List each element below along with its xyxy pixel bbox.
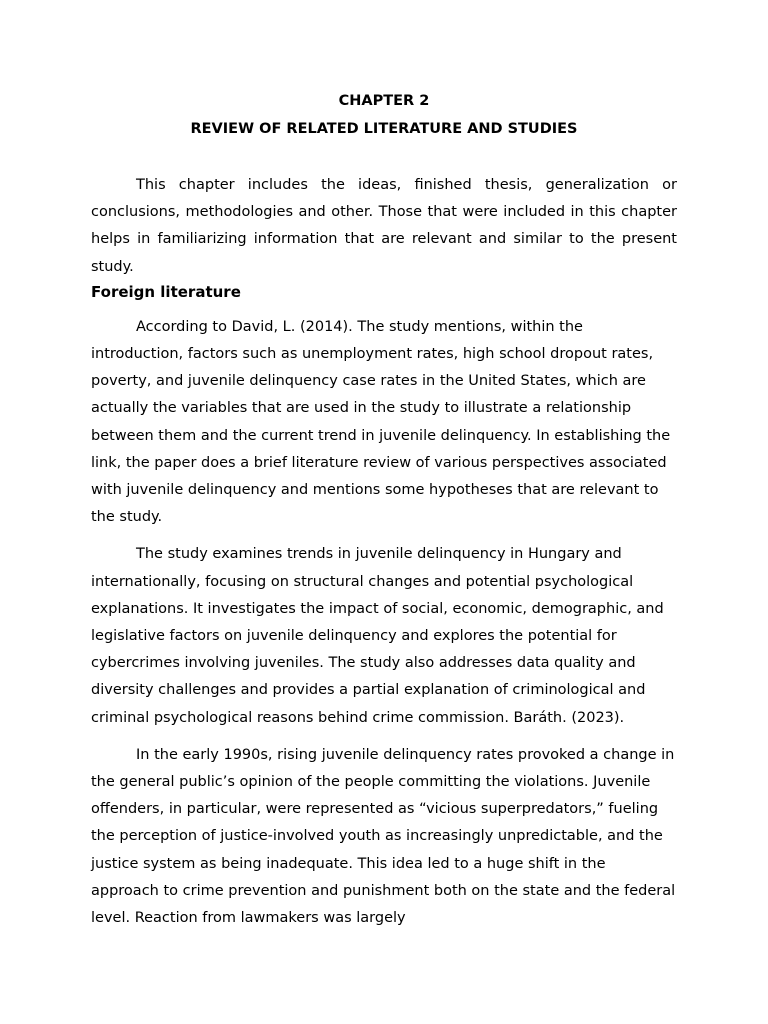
intro-paragraph: This chapter includes the ideas, finished thesis, generalization or conclusions, methodologies and other. Those that were included in this chapter helps in familiarizing information that are relevant and similar to the present study. <box>91 177 677 275</box>
paragraph-early-1990s: In the early 1990s, rising juvenile delinquency rates provoked a change in the general public’s opinion of the people committing the violations. Juvenile offenders, in particular, were represented as “vicious superpredators,” fueling the perception of justice-involved youth as increasingly unpredictable, and the justice system as being inadequate. This idea led to a huge shift in the approach to crime prevention and punishment both on the state and the federal level. Reaction from lawmakers was largely <box>91 746 676 927</box>
chapter-number: CHAPTER 2 <box>338 93 430 109</box>
paragraph-barath-2023: The study examines trends in juvenile delinquency in Hungary and internationally, focusing on structural changes and potential psychological explanations. It investigates the impact of social, economic, demographic, and legislative factors on juvenile delinquency and explores the potential for cybercrimes involving juveniles. The study also addresses data quality and diversity challenges and provides a partial explanation of criminological and criminal psychological reasons behind crime commission. Baráth. (2023). <box>91 546 664 726</box>
document-body <box>91 90 677 932</box>
paragraph-david-2014: According to David, L. (2014). The study mentions, within the introduction, factors such as unemployment rates, high school dropout rates, poverty, and juvenile delinquency case rates in the United States, which are actually the variables that are used in the study to illustrate a relationship between them and the current trend in juvenile delinquency. In establishing the link, the paper does a brief literature review of various perspectives associated with juvenile delinquency and mentions some hypotheses that are relevant to the study. <box>91 318 671 526</box>
chapter-title: REVIEW OF RELATED LITERATURE AND STUDIES <box>190 121 578 137</box>
section-heading-foreign-literature: Foreign literature <box>91 282 241 301</box>
